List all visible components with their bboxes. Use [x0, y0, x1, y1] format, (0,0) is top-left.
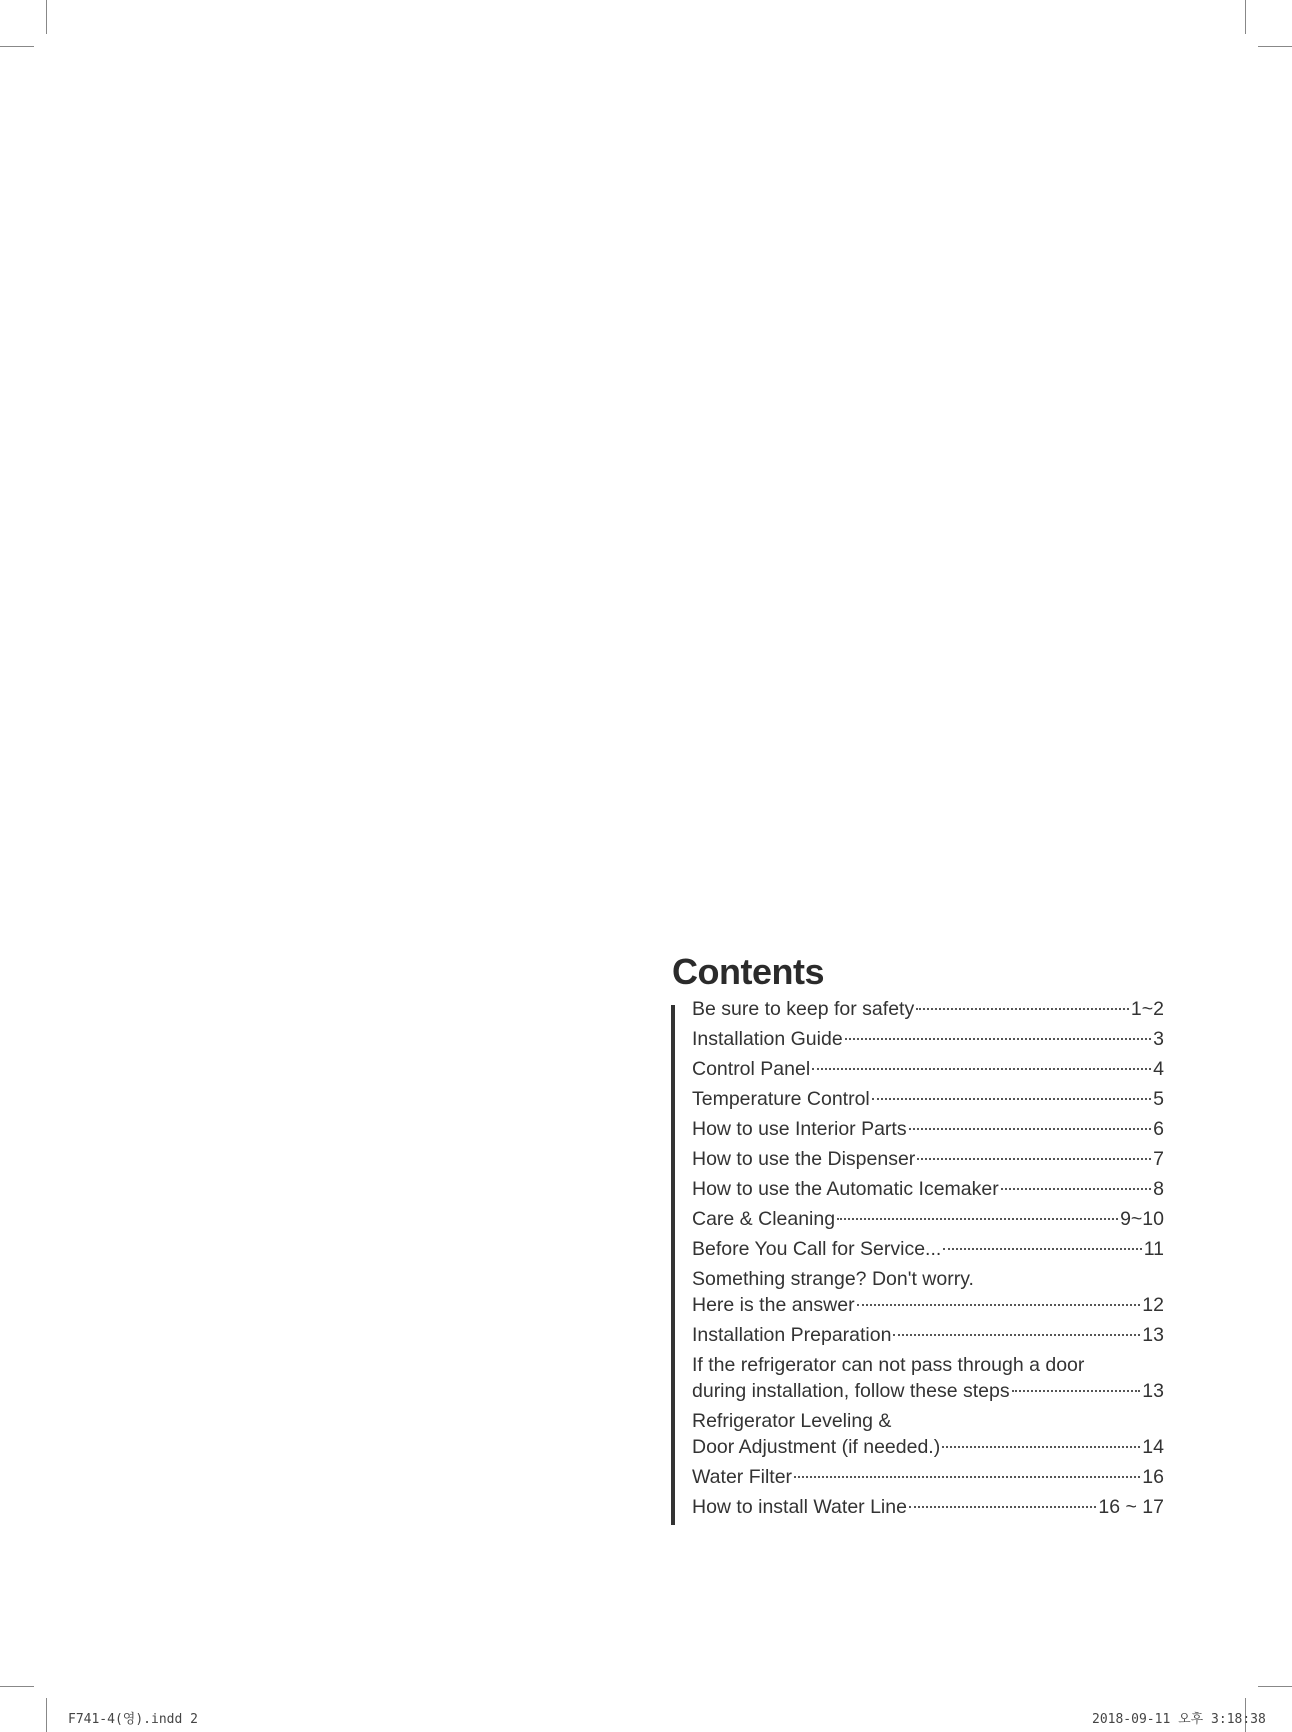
toc-entry: [692, 996, 1164, 1022]
toc-entry-label: Be sure to keep for safety: [692, 998, 915, 1020]
page-title: Contents: [672, 951, 824, 992]
toc-entry-label: Before You Call for Service...: [692, 1238, 942, 1260]
toc-page-number: 9~10: [1120, 1208, 1164, 1230]
toc-entry: [692, 1352, 1164, 1404]
toc-page-number: 12: [1142, 1294, 1164, 1316]
toc-page-number: 1~2: [1130, 998, 1164, 1020]
crop-mark: [46, 1698, 47, 1732]
footer-timestamp: 2018-09-11 오후 3:18:38: [1092, 1712, 1266, 1727]
toc-leader-dots: [909, 1128, 1152, 1130]
toc-leader-dots: [1001, 1188, 1151, 1190]
crop-mark: [0, 46, 34, 47]
crop-mark: [1258, 46, 1292, 47]
toc-entry: [692, 1056, 1164, 1082]
toc-page-number: 3: [1153, 1028, 1164, 1050]
toc-entry-label: during installation, follow these steps: [692, 1380, 1010, 1402]
toc-page-number: 8: [1153, 1178, 1164, 1200]
toc-page-number: 13: [1142, 1380, 1164, 1402]
toc-entry-label: Door Adjustment (if needed.): [692, 1436, 941, 1458]
toc-page-number: 5: [1153, 1088, 1164, 1110]
toc-page-number: 16 ~ 17: [1098, 1496, 1164, 1518]
toc-entry: [692, 1086, 1164, 1112]
toc-entry-label: How to install Water Line: [692, 1496, 907, 1518]
toc-entry-label: Temperature Control: [692, 1088, 870, 1110]
toc-entry: [692, 1116, 1164, 1142]
toc-entry-label: Control Panel: [692, 1058, 811, 1080]
toc-entry: [692, 1464, 1164, 1490]
toc-leader-dots: [812, 1068, 1151, 1070]
toc-entry-label: Installation Guide: [692, 1028, 843, 1050]
footer-file-info: F741-4(영).indd 2: [68, 1712, 198, 1727]
crop-mark: [1245, 0, 1246, 34]
toc-entry: [692, 1236, 1164, 1262]
toc-leader-dots: [917, 1158, 1151, 1160]
toc-page-number: 16: [1142, 1466, 1164, 1488]
toc-entry-label: Water Filter: [692, 1466, 793, 1488]
toc-entry-label-line1: Refrigerator Leveling &: [692, 1410, 892, 1432]
toc-entry: [692, 1494, 1164, 1520]
toc-entry-label: How to use the Automatic Icemaker: [692, 1178, 999, 1200]
toc-leader-dots: [857, 1304, 1141, 1306]
toc-entry-label: Installation Preparation: [692, 1324, 892, 1346]
toc-entry-label: How to use Interior Parts: [692, 1118, 907, 1140]
toc-page-number: 6: [1153, 1118, 1164, 1140]
toc-leader-dots: [794, 1476, 1140, 1478]
toc-leader-dots: [1012, 1390, 1141, 1392]
toc-entry: [692, 1176, 1164, 1202]
crop-mark: [46, 0, 47, 34]
toc-entry: [692, 1266, 1164, 1318]
toc-entry: [692, 1206, 1164, 1232]
toc-leader-dots: [845, 1038, 1151, 1040]
toc-leader-dots: [943, 1248, 1141, 1250]
toc-entry-label-line1: Something strange? Don't worry.: [692, 1268, 974, 1290]
toc-entry: [692, 1026, 1164, 1052]
toc-entry: [692, 1322, 1164, 1348]
toc-entry-label: How to use the Dispenser: [692, 1148, 916, 1170]
toc-entry: [692, 1408, 1164, 1460]
toc-leader-dots: [872, 1098, 1151, 1100]
table-of-contents: [692, 996, 1164, 1524]
toc-leader-dots: [942, 1446, 1140, 1448]
toc-leader-dots: [909, 1506, 1096, 1508]
toc-entry-label-line1: If the refrigerator can not pass through a door: [692, 1354, 1085, 1376]
toc-bar: [671, 1005, 675, 1525]
toc-page-number: 14: [1142, 1436, 1164, 1458]
toc-entry-label: Care & Cleaning: [692, 1208, 836, 1230]
toc-entry-label: Here is the answer: [692, 1294, 855, 1316]
toc-page-number: 13: [1142, 1324, 1164, 1346]
crop-mark: [1258, 1686, 1292, 1687]
toc-leader-dots: [837, 1218, 1118, 1220]
toc-page-number: 7: [1153, 1148, 1164, 1170]
toc-leader-dots: [893, 1334, 1140, 1336]
toc-entry: [692, 1146, 1164, 1172]
toc-page-number: 4: [1153, 1058, 1164, 1080]
crop-mark: [0, 1686, 34, 1687]
toc-leader-dots: [916, 1008, 1129, 1010]
toc-page-number: 11: [1143, 1238, 1164, 1260]
